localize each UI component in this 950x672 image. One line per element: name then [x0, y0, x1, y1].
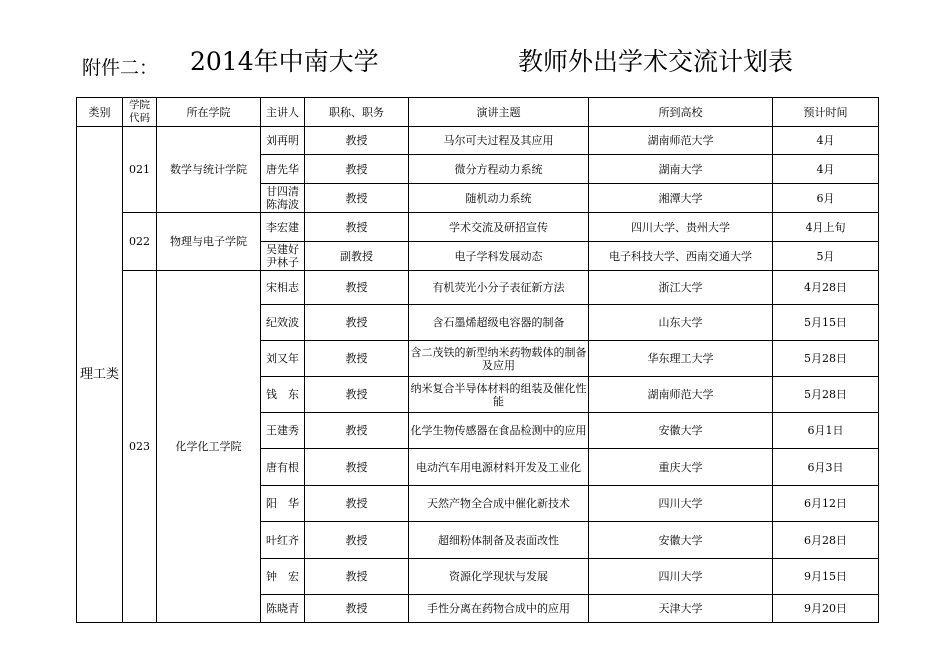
time-cell: 4月 — [773, 127, 879, 155]
speaker-cell: 宋相志 — [261, 271, 305, 305]
university-cell: 安徽大学 — [589, 413, 773, 449]
university-cell: 重庆大学 — [589, 449, 773, 486]
speaker-cell: 唐先华 — [261, 155, 305, 184]
header-code: 学院代码 — [123, 98, 157, 127]
time-cell: 5月 — [773, 242, 879, 271]
topic-cell: 电动汽车用电源材料开发及工业化 — [409, 449, 589, 486]
attachment-label: 附件二： — [82, 57, 159, 79]
speaker-cell: 唐有根 — [261, 449, 305, 486]
topic-cell: 超细粉体制备及表面改性 — [409, 522, 589, 559]
title-cell: 教授 — [305, 305, 409, 341]
university-cell: 华东理工大学 — [589, 341, 773, 377]
header-topic: 演讲主题 — [409, 98, 589, 127]
title-cell: 教授 — [305, 559, 409, 595]
university-cell: 湖南师范大学 — [589, 127, 773, 155]
title-cell: 教授 — [305, 155, 409, 184]
title-cell: 教授 — [305, 184, 409, 213]
college-name-cell: 物理与电子学院 — [157, 213, 261, 271]
speaker-cell: 刘又年 — [261, 341, 305, 377]
college-code-cell: 022 — [123, 213, 157, 271]
university-cell: 安徽大学 — [589, 522, 773, 559]
topic-cell: 手性分离在药物合成中的应用 — [409, 595, 589, 623]
topic-cell: 资源化学现状与发展 — [409, 559, 589, 595]
time-cell: 4月上旬 — [773, 213, 879, 242]
topic-cell: 微分方程动力系统 — [409, 155, 589, 184]
topic-cell: 含石墨烯超级电容器的制备 — [409, 305, 589, 341]
title-cell: 教授 — [305, 449, 409, 486]
speaker-cell: 叶红齐 — [261, 522, 305, 559]
time-cell: 9月20日 — [773, 595, 879, 623]
university-cell: 湘潭大学 — [589, 184, 773, 213]
title-cell: 副教授 — [305, 242, 409, 271]
time-cell: 4月 — [773, 155, 879, 184]
time-cell: 4月28日 — [773, 271, 879, 305]
speaker-name: 尹林子 — [266, 256, 299, 269]
time-cell: 5月15日 — [773, 305, 879, 341]
table-row — [77, 213, 879, 242]
doc-title-part2: 教师外出学术交流计划表 — [518, 47, 794, 76]
university-cell: 四川大学 — [589, 486, 773, 522]
speaker-cell: 阳 华 — [261, 486, 305, 522]
title-cell: 教授 — [305, 213, 409, 242]
topic-cell: 学术交流及研招宣传 — [409, 213, 589, 242]
speaker-cell: 钱 东 — [261, 377, 305, 413]
speaker-cell: 李宏建 — [261, 213, 305, 242]
exchange-plan-table — [76, 97, 879, 623]
doc-title-part1: 2014年中南大学 — [190, 47, 379, 76]
title-cell: 教授 — [305, 413, 409, 449]
speaker-cell: 钟 宏 — [261, 559, 305, 595]
title-cell: 教授 — [305, 271, 409, 305]
topic-cell: 随机动力系统 — [409, 184, 589, 213]
speaker-cell: 王建秀 — [261, 413, 305, 449]
speaker-cell: 纪效波 — [261, 305, 305, 341]
college-code-cell: 021 — [123, 127, 157, 213]
title-cell: 教授 — [305, 127, 409, 155]
header-speaker: 主讲人 — [261, 98, 305, 127]
time-cell: 5月28日 — [773, 341, 879, 377]
topic-cell: 化学生物传感器在食品检测中的应用 — [409, 413, 589, 449]
university-cell: 浙江大学 — [589, 271, 773, 305]
time-cell: 5月28日 — [773, 377, 879, 413]
header-university: 所到高校 — [589, 98, 773, 127]
table-row — [77, 127, 879, 155]
table-row — [77, 271, 879, 305]
table-header-row — [77, 98, 879, 127]
header-category: 类别 — [77, 98, 123, 127]
speaker-cell — [261, 242, 305, 271]
college-name-cell: 化学化工学院 — [157, 271, 261, 623]
speaker-cell: 刘再明 — [261, 127, 305, 155]
header-title: 职称、职务 — [305, 98, 409, 127]
university-cell: 四川大学 — [589, 559, 773, 595]
university-cell: 电子科技大学、西南交通大学 — [589, 242, 773, 271]
university-cell: 天津大学 — [589, 595, 773, 623]
time-cell: 6月12日 — [773, 486, 879, 522]
title-cell: 教授 — [305, 341, 409, 377]
topic-cell: 电子学科发展动态 — [409, 242, 589, 271]
time-cell: 9月15日 — [773, 559, 879, 595]
time-cell: 6月3日 — [773, 449, 879, 486]
university-cell: 湖南大学 — [589, 155, 773, 184]
university-cell: 四川大学、贵州大学 — [589, 213, 773, 242]
category-cell: 理工类 — [77, 127, 123, 623]
title-cell: 教授 — [305, 522, 409, 559]
header-college: 所在学院 — [157, 98, 261, 127]
topic-cell: 纳米复合半导体材料的组装及催化性能 — [409, 377, 589, 413]
college-code-cell: 023 — [123, 271, 157, 623]
title-cell: 教授 — [305, 486, 409, 522]
speaker-cell: 陈晓青 — [261, 595, 305, 623]
time-cell: 6月28日 — [773, 522, 879, 559]
topic-cell: 天然产物全合成中催化新技术 — [409, 486, 589, 522]
header-time: 预计时间 — [773, 98, 879, 127]
college-name-cell: 数学与统计学院 — [157, 127, 261, 213]
time-cell: 6月1日 — [773, 413, 879, 449]
university-cell: 山东大学 — [589, 305, 773, 341]
speaker-name: 甘四清 — [266, 185, 299, 198]
speaker-name: 陈海波 — [266, 198, 299, 211]
topic-cell: 有机荧光小分子表征新方法 — [409, 271, 589, 305]
title-cell: 教授 — [305, 377, 409, 413]
title-cell: 教授 — [305, 595, 409, 623]
topic-cell: 马尔可夫过程及其应用 — [409, 127, 589, 155]
time-cell: 6月 — [773, 184, 879, 213]
speaker-cell — [261, 184, 305, 213]
university-cell: 湖南师范大学 — [589, 377, 773, 413]
speaker-name: 吴建好 — [266, 243, 299, 256]
topic-cell: 含二茂铁的新型纳米药物载体的制备及应用 — [409, 341, 589, 377]
